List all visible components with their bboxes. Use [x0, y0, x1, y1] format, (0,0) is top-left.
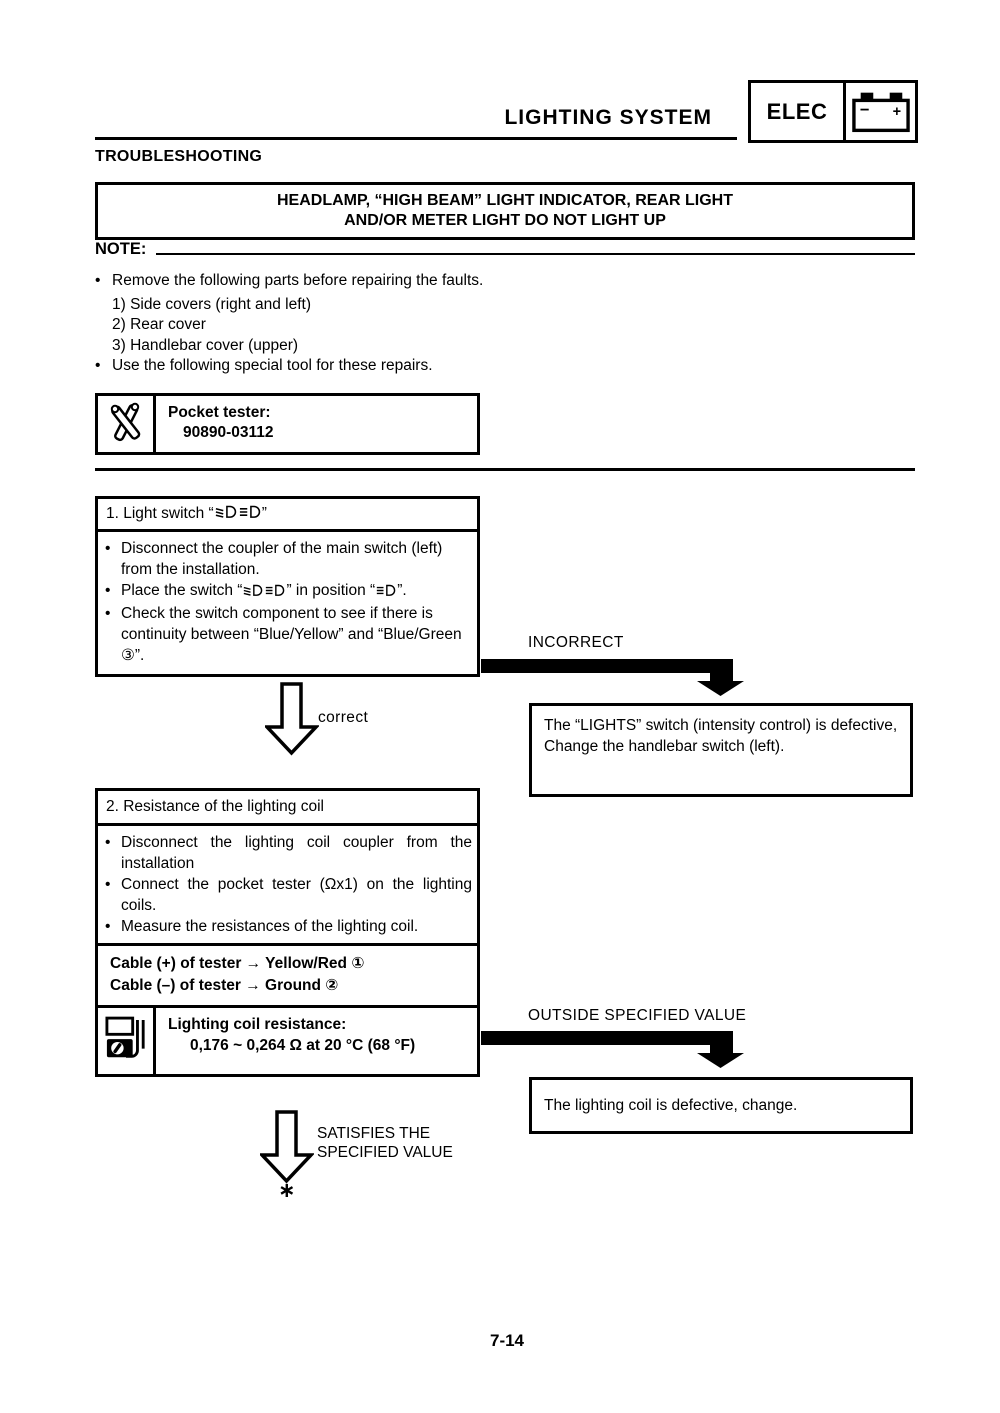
- note-item: • Use the following special tool for these repairs.: [95, 357, 433, 374]
- satisfies-arrow: [260, 1110, 314, 1184]
- note-item: 1) Side covers (right and left): [112, 295, 312, 313]
- step2-box: [95, 788, 480, 1077]
- note-item: 3) Handlebar cover (upper): [112, 336, 299, 354]
- note-label: NOTE:: [95, 240, 147, 258]
- note-list: [95, 271, 915, 377]
- multimeter-icon: [98, 1008, 156, 1074]
- note-item: • Remove the following parts before repairing the faults.: [95, 272, 484, 289]
- footnote-asterisk: ∗: [278, 1179, 296, 1202]
- cable-minus-line: Cable (–) of tester → Ground ②: [110, 977, 339, 994]
- step1-bullet-1: • Disconnect the coupler of the main switch (left) from the installation.: [105, 540, 443, 578]
- tool-number: 90890-03112: [183, 424, 274, 441]
- result-box-lights-switch: The “LIGHTS” switch (intensity control) is defective, Change the handlebar switch (left).: [529, 703, 913, 797]
- correct-arrow: [265, 682, 319, 756]
- step2-header: 2. Resistance of the lighting coil: [98, 791, 477, 826]
- svg-text:+: +: [892, 103, 901, 120]
- high-beam-icon: [376, 584, 396, 601]
- step1-bullet-3: • Check the switch component to see if there is continuity between “Blue/Yellow” and “Blue/Green ③”.: [105, 605, 462, 664]
- satisfies-label: SATISFIES THE SPECIFIED VALUE: [317, 1125, 453, 1161]
- tool-box: [95, 393, 480, 455]
- note-header: [95, 240, 915, 259]
- step2-body: [98, 826, 477, 943]
- svg-text:−: −: [859, 100, 869, 119]
- low-beam-icon: [215, 505, 237, 524]
- header-rule: [95, 137, 737, 140]
- spec-title: Lighting coil resistance:: [168, 1016, 347, 1033]
- step1-bullet-2: • Place the switch “ ” in position “ ”.: [105, 582, 407, 599]
- page-number: 7-14: [489, 1331, 525, 1350]
- chapter-badge: [748, 80, 918, 143]
- divider-rule: [95, 468, 915, 471]
- cable-hookup: [98, 943, 477, 1005]
- problem-line-1: HEADLAMP, “HIGH BEAM” LIGHT INDICATOR, REAR LIGHT: [277, 192, 733, 209]
- step2-bullet-3: • Measure the resistances of the lighting coil.: [105, 918, 419, 935]
- problem-box: [95, 182, 915, 240]
- note-rule: [156, 253, 915, 256]
- high-beam-icon: [265, 584, 285, 601]
- incorrect-arrow: [481, 655, 746, 697]
- result-box-lighting-coil: The lighting coil is defective, change.: [529, 1077, 913, 1134]
- spec-value: 0,176 ~ 0,264 Ω at 20 °C (68 °F): [190, 1037, 416, 1054]
- cable-plus-line: Cable (+) of tester → Yellow/Red ①: [110, 955, 365, 972]
- tool-title: Pocket tester:: [168, 404, 271, 421]
- step2-bullet-2: • Connect the pocket tester (Ωx1) on the lighting coils.: [105, 876, 472, 914]
- problem-line-2: AND/OR METER LIGHT DO NOT LIGHT UP: [344, 212, 666, 229]
- step1-header: 1. Light switch “ ”: [98, 499, 477, 532]
- low-beam-icon: [243, 584, 263, 601]
- section-heading: TROUBLESHOOTING: [95, 148, 263, 165]
- correct-label: correct: [318, 709, 369, 726]
- high-beam-icon: [239, 505, 261, 524]
- battery-icon: [846, 83, 915, 140]
- step1-box: [95, 496, 480, 677]
- step2-bullet-1: • Disconnect the lighting coil coupler from the installation: [105, 834, 472, 872]
- spec-box: [98, 1005, 477, 1074]
- outside-specified-arrow: [481, 1027, 746, 1069]
- pocket-tester-icon: [98, 396, 156, 452]
- incorrect-label: INCORRECT: [528, 634, 624, 651]
- chapter-badge-label: ELEC: [751, 83, 846, 140]
- page-title: LIGHTING SYSTEM: [504, 106, 712, 129]
- outside-specified-label: OUTSIDE SPECIFIED VALUE: [528, 1007, 747, 1024]
- note-item: 2) Rear cover: [112, 316, 206, 333]
